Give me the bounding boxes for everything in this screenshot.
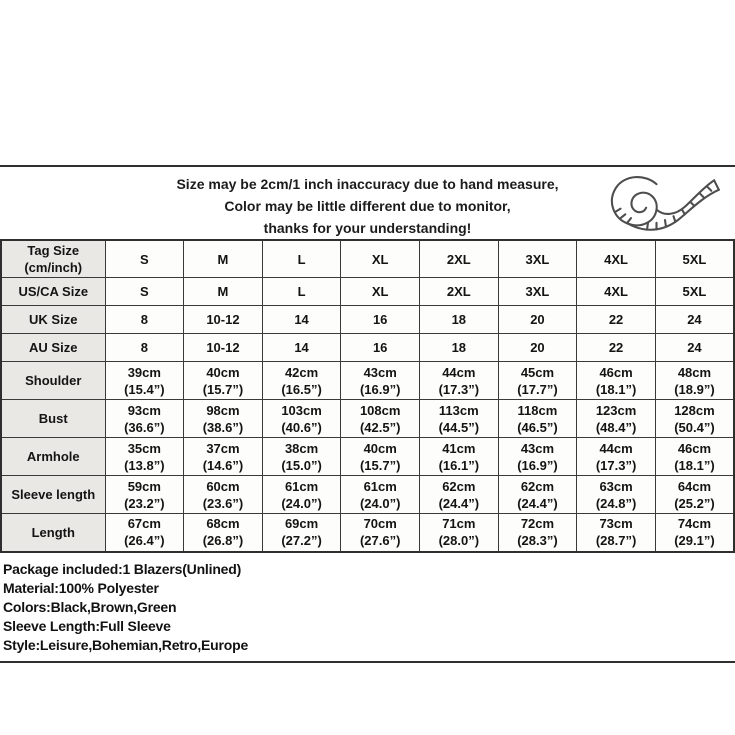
row-label: Shoulder xyxy=(1,362,105,400)
size-value-cell: 40cm (15.7”) xyxy=(184,362,263,400)
disclaimer-line-1: Size may be 2cm/1 inch inaccuracy due to hand measure, xyxy=(176,176,559,192)
product-details xyxy=(0,553,735,661)
size-table-body xyxy=(1,240,734,552)
size-value-cell: 20 xyxy=(498,334,577,362)
size-value-cell: 41cm (16.1”) xyxy=(420,438,499,476)
size-value-cell: 8 xyxy=(105,334,184,362)
size-value-cell: 14 xyxy=(262,306,341,334)
size-value-cell: 113cm (44.5”) xyxy=(420,400,499,438)
size-value-cell: 98cm (38.6”) xyxy=(184,400,263,438)
size-value-cell: 103cm (40.6”) xyxy=(262,400,341,438)
row-label: AU Size xyxy=(1,334,105,362)
size-value-cell: 5XL xyxy=(655,240,734,278)
size-value-cell: L xyxy=(262,278,341,306)
table-row xyxy=(1,476,734,514)
size-value-cell: 16 xyxy=(341,306,420,334)
size-value-cell: S xyxy=(105,240,184,278)
row-label: Sleeve length xyxy=(1,476,105,514)
product-detail-line: Package included:1 Blazers(Unlined) xyxy=(3,560,242,577)
size-value-cell: 108cm (42.5”) xyxy=(341,400,420,438)
size-value-cell: 38cm (15.0”) xyxy=(262,438,341,476)
size-value-cell: 93cm (36.6”) xyxy=(105,400,184,438)
size-value-cell: 2XL xyxy=(420,278,499,306)
size-value-cell: 39cm (15.4”) xyxy=(105,362,184,400)
table-row xyxy=(1,400,734,438)
table-row xyxy=(1,514,734,552)
row-label: Bust xyxy=(1,400,105,438)
table-row xyxy=(1,306,734,334)
size-value-cell: 72cm (28.3”) xyxy=(498,514,577,552)
product-detail-line: Style:Leisure,Bohemian,Retro,Europe xyxy=(3,636,249,653)
size-value-cell: 45cm (17.7”) xyxy=(498,362,577,400)
size-value-cell: 63cm (24.8”) xyxy=(577,476,656,514)
size-value-cell: 40cm (15.7”) xyxy=(341,438,420,476)
size-value-cell: 43cm (16.9”) xyxy=(341,362,420,400)
size-table xyxy=(0,239,735,553)
size-value-cell: 44cm (17.3”) xyxy=(577,438,656,476)
bottom-divider xyxy=(0,661,735,663)
size-value-cell: 8 xyxy=(105,306,184,334)
size-value-cell: 62cm (24.4”) xyxy=(420,476,499,514)
size-value-cell: 22 xyxy=(577,306,656,334)
row-label: Tag Size (cm/inch) xyxy=(1,240,105,278)
size-value-cell: 73cm (28.7”) xyxy=(577,514,656,552)
size-value-cell: XL xyxy=(341,278,420,306)
table-row xyxy=(1,362,734,400)
size-value-cell: 118cm (46.5”) xyxy=(498,400,577,438)
size-value-cell: 43cm (16.9”) xyxy=(498,438,577,476)
size-value-cell: 5XL xyxy=(655,278,734,306)
size-value-cell: L xyxy=(262,240,341,278)
size-value-cell: 67cm (26.4”) xyxy=(105,514,184,552)
table-row xyxy=(1,278,734,306)
size-value-cell: 3XL xyxy=(498,240,577,278)
size-value-cell: 123cm (48.4”) xyxy=(577,400,656,438)
table-row xyxy=(1,334,734,362)
size-value-cell: 128cm (50.4”) xyxy=(655,400,734,438)
size-value-cell: M xyxy=(184,240,263,278)
size-value-cell: 64cm (25.2”) xyxy=(655,476,734,514)
table-row xyxy=(1,240,734,278)
product-detail-line: Colors:Black,Brown,Green xyxy=(3,598,177,615)
size-value-cell: 68cm (26.8”) xyxy=(184,514,263,552)
product-detail-line: Sleeve Length:Full Sleeve xyxy=(3,617,171,634)
size-value-cell: 3XL xyxy=(498,278,577,306)
size-value-cell: 61cm (24.0”) xyxy=(341,476,420,514)
size-value-cell: XL xyxy=(341,240,420,278)
size-value-cell: 37cm (14.6”) xyxy=(184,438,263,476)
size-value-cell: 4XL xyxy=(577,240,656,278)
size-value-cell: 10-12 xyxy=(184,334,263,362)
disclaimer-line-3: thanks for your understanding! xyxy=(263,220,472,236)
size-value-cell: 4XL xyxy=(577,278,656,306)
size-value-cell: 14 xyxy=(262,334,341,362)
size-value-cell: 71cm (28.0”) xyxy=(420,514,499,552)
size-value-cell: 2XL xyxy=(420,240,499,278)
size-value-cell: M xyxy=(184,278,263,306)
size-value-cell: S xyxy=(105,278,184,306)
table-row xyxy=(1,438,734,476)
size-value-cell: 74cm (29.1”) xyxy=(655,514,734,552)
size-value-cell: 42cm (16.5”) xyxy=(262,362,341,400)
size-value-cell: 69cm (27.2”) xyxy=(262,514,341,552)
size-value-cell: 16 xyxy=(341,334,420,362)
size-value-cell: 18 xyxy=(420,306,499,334)
size-value-cell: 60cm (23.6”) xyxy=(184,476,263,514)
size-value-cell: 10-12 xyxy=(184,306,263,334)
size-value-cell: 61cm (24.0”) xyxy=(262,476,341,514)
header xyxy=(0,167,735,239)
size-value-cell: 48cm (18.9”) xyxy=(655,362,734,400)
size-value-cell: 62cm (24.4”) xyxy=(498,476,577,514)
row-label: Armhole xyxy=(1,438,105,476)
size-value-cell: 24 xyxy=(655,334,734,362)
product-detail-line: Material:100% Polyester xyxy=(3,579,159,596)
size-value-cell: 70cm (27.6”) xyxy=(341,514,420,552)
size-value-cell: 22 xyxy=(577,334,656,362)
measuring-tape-icon xyxy=(603,169,727,237)
top-whitespace xyxy=(0,0,735,165)
size-value-cell: 44cm (17.3”) xyxy=(420,362,499,400)
size-value-cell: 18 xyxy=(420,334,499,362)
size-value-cell: 59cm (23.2”) xyxy=(105,476,184,514)
size-value-cell: 46cm (18.1”) xyxy=(655,438,734,476)
size-value-cell: 24 xyxy=(655,306,734,334)
size-value-cell: 35cm (13.8”) xyxy=(105,438,184,476)
row-label: Length xyxy=(1,514,105,552)
row-label: US/CA Size xyxy=(1,278,105,306)
disclaimer-line-2: Color may be little different due to monitor, xyxy=(224,198,511,214)
row-label: UK Size xyxy=(1,306,105,334)
size-value-cell: 20 xyxy=(498,306,577,334)
size-value-cell: 46cm (18.1”) xyxy=(577,362,656,400)
